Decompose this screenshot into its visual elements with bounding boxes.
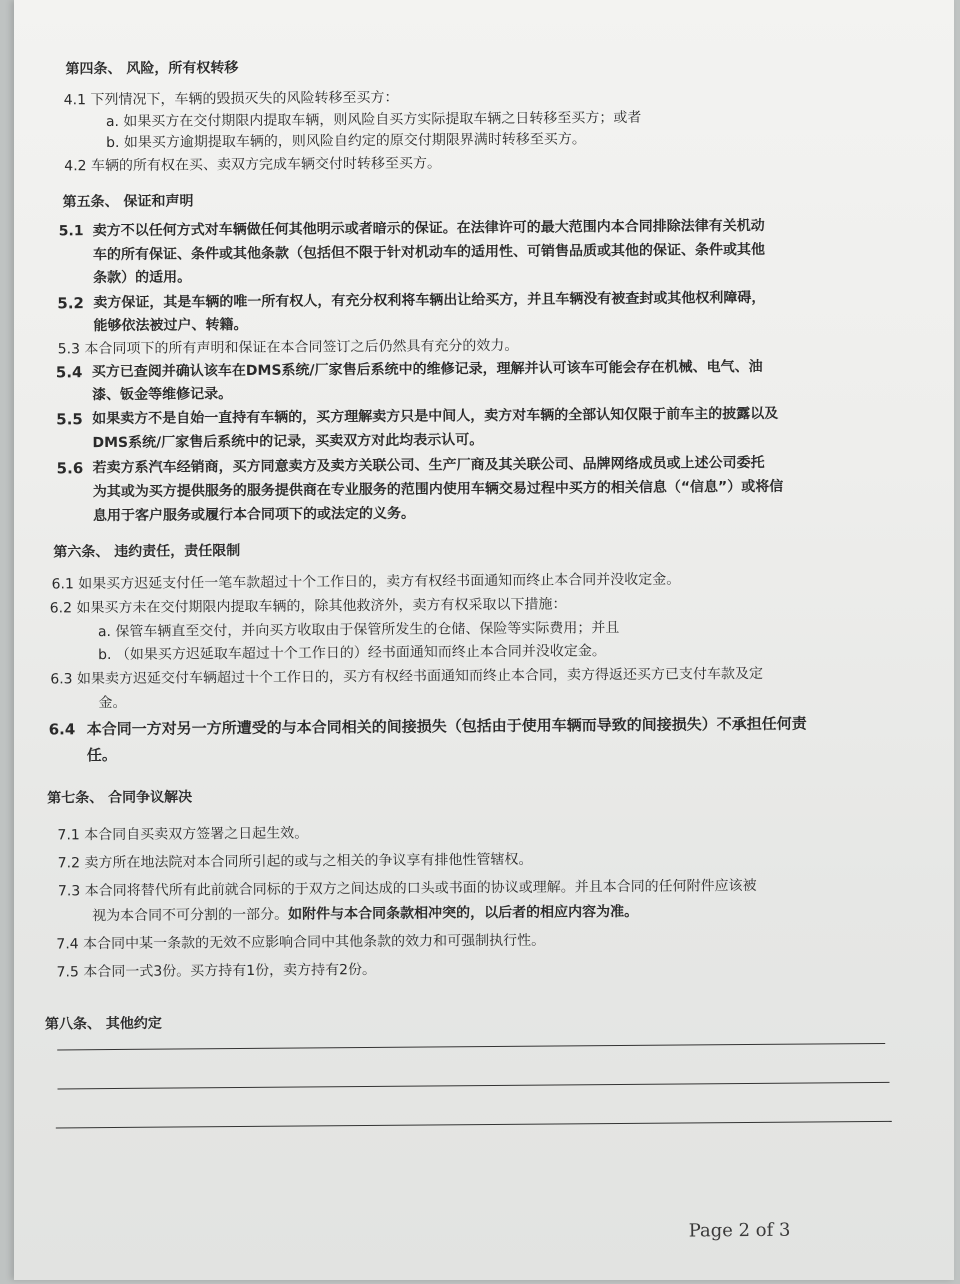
section-5-heading: 第五条、 保证和声明 — [62, 193, 194, 211]
clause-7-3-line2-regular: 视为本合同不可分割的一部分。 — [92, 906, 289, 925]
clause-4-1-a: a. 如果买方在交付期限内提取车辆，则风险自买方实际提取车辆之日转移至买方；或者 — [105, 109, 642, 131]
clause-4-1: 4.1 下列情况下，车辆的毁损灭失的风险转移至买方： — [63, 89, 399, 109]
clause-7-3-line2 — [92, 903, 638, 925]
clause-4-1-b: b. 如果买方逾期提取车辆的，则风险自约定的原交付期限界满时转移至买方。 — [106, 131, 586, 152]
blank-line-2 — [58, 1082, 890, 1090]
clause-5-1-number: 5.1 — [58, 223, 84, 240]
clause-5-2-line1: 卖方保证，其是车辆的唯一所有权人，有充分权利将车辆出让给买方，并且车辆没有被查封或其他权利障碍， — [93, 289, 766, 312]
clause-5-1-line3: 条款）的适用。 — [93, 269, 192, 287]
clause-5-6-number: 5.6 — [56, 459, 84, 478]
clause-5-1-line1: 卖方不以任何方式对车辆做任何其他明示或者暗示的保证。在法律许可的最大范围内本合同排除法律有关机动 — [92, 217, 765, 240]
clause-6-2: 6.2 如果买方未在交付期限内提取车辆的，除其他救济外，卖方有权采取以下措施： — [49, 596, 567, 617]
document-page — [14, 0, 954, 1280]
page-number: Page 2 of 3 — [688, 1219, 791, 1242]
clause-7-3-line1: 7.3 本合同将替代所有此前就合同标的于双方之间达成的口头或书面的协议或理解。并且本合同的任何附件应该被 — [57, 877, 757, 900]
clause-6-4-number: 6.4 — [48, 720, 76, 739]
clause-5-1-line2: 车的所有保证、条件或其他条款（包括但不限于针对机动车的适用性、可销售品质或其他的保证、条件或其他 — [92, 241, 766, 264]
clause-6-4-line1: 本合同一方对另一方所遭受的与本合同相关的间接损失（包括由于使用车辆而导致的间接损失）不承担任何责 — [86, 714, 807, 739]
blank-line-3 — [56, 1121, 892, 1129]
clause-6-3-line2: 金。 — [98, 694, 127, 712]
clause-7-1: 7.1 本合同自买卖双方签署之日起生效。 — [57, 825, 309, 844]
clause-6-3-line1: 6.3 如果卖方迟延交付车辆超过十个工作日的，买方有权经书面通知而终止本合同，卖方得返还买方已支付车款及定 — [50, 665, 764, 688]
clause-7-5: 7.5 本合同一式3份。买方持有1份，卖方持有2份。 — [56, 961, 377, 981]
clause-5-5-number: 5.5 — [56, 410, 83, 429]
clause-5-6-line3: 息用于客户服务或履行本合同项下的或法定的义务。 — [92, 505, 416, 525]
clause-5-6-line1: 若卖方系汽车经销商，买方同意卖方及卖方关联公司、生产厂商及其关联公司、品牌网络成员或上述公司委托 — [92, 454, 765, 477]
clause-6-4-line2: 任。 — [86, 745, 117, 765]
clause-6-2-a: a. 保管车辆直至交付，并向买方收取由于保管所发生的仓储、保险等实际费用；并且 — [97, 620, 620, 641]
clause-5-3: 5.3 本合同项下的所有声明和保证在本合同签订之后仍然具有充分的效力。 — [57, 337, 519, 358]
clause-7-2: 7.2 卖方所在地法院对本合同所引起的或与之相关的争议享有排他性管辖权。 — [57, 851, 533, 872]
clause-7-4: 7.4 本合同中某一条款的无效不应影响合同中其他条款的效力和可强制执行性。 — [56, 932, 546, 953]
clause-4-2: 4.2 车辆的所有权在买、卖双方完成车辆交付时转移至买方。 — [64, 155, 442, 175]
clause-5-4-line2: 漆、钣金等维修记录。 — [92, 386, 233, 404]
page-content — [9, 0, 959, 1284]
clause-6-2-b: b. （如果买方迟延取车超过十个工作日的）经书面通知而终止本合同并没收定金。 — [98, 643, 606, 664]
clause-6-1: 6.1 如果买方迟延支付任一笔车款超过十个工作日的，卖方有权经书面通知而终止本合同并没收定金。 — [51, 571, 681, 593]
clause-5-2-number: 5.2 — [57, 294, 84, 313]
clause-5-5-line1: 如果卖方不是自始一直持有车辆的，买方理解卖方只是中间人，卖方对车辆的全部认知仅限于前车主的披露以及 — [92, 405, 779, 428]
clause-7-3-line2-bold: 如附件与本合同条款相冲突的，以后者的相应内容为准。 — [288, 903, 639, 923]
clause-5-5-line2: DMS系统/厂家售后系统中的记录，买卖双方对此均表示认可。 — [92, 432, 484, 452]
section-6-heading: 第六条、 违约责任，责任限制 — [53, 542, 241, 561]
section-8-heading: 第八条、 其他约定 — [44, 1015, 162, 1033]
clause-5-2-line2: 能够依法被过户、转籍。 — [93, 316, 248, 335]
blank-line-1 — [57, 1043, 885, 1051]
clause-5-4-line1: 买方已查阅并确认该车在DMS系统/厂家售后系统中的维修记录，理解并认可该车可能会存在机械、电气、油 — [91, 358, 763, 381]
clause-5-4-number: 5.4 — [55, 363, 83, 382]
clause-5-6-line2: 为其或为买方提供服务的服务提供商在专业服务的范围内使用车辆交易过程中买方的相关信息（“信息”）或将信 — [92, 478, 784, 501]
section-4-heading: 第四条、 风险，所有权转移 — [65, 59, 239, 78]
section-7-heading: 第七条、 合同争议解决 — [47, 789, 193, 807]
